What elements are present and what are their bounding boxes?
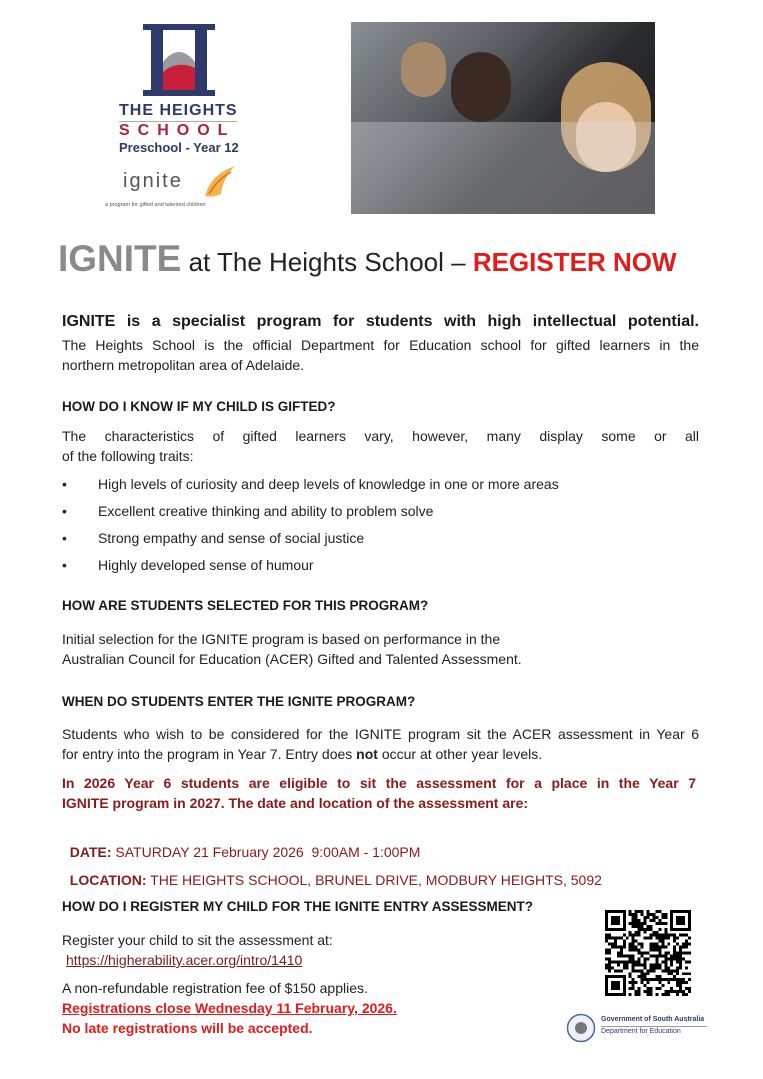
entry-text: for entry into the program in Year 7. Entry does: [62, 746, 357, 762]
list-item: • Excellent creative thinking and ability to problem solve: [62, 501, 702, 528]
gov-line2: Department for Education: [601, 1028, 681, 1035]
gov-divider: [601, 1026, 707, 1027]
list-item: • Strong empathy and sense of social justice: [62, 528, 702, 555]
qr-code-icon[interactable]: [605, 910, 691, 996]
intro-line1: The Heights School is the official Department for Education school for gifted learners in the: [62, 337, 699, 353]
section3-line2: [62, 744, 542, 764]
late-registration-notice: No late registrations will be accepted.: [62, 1020, 313, 1036]
gov-line1: Government of South Australia: [601, 1016, 705, 1023]
government-logo: [566, 1013, 716, 1045]
ignite-wordmark: ignite: [123, 170, 183, 192]
page-title: [58, 238, 677, 280]
section-heading-entry: WHEN DO STUDENTS ENTER THE IGNITE PROGRAM?: [62, 694, 416, 709]
title-school: at The Heights School –: [181, 247, 473, 277]
entry-not: not: [356, 746, 378, 762]
traits-list: [62, 474, 702, 582]
section1-line2: of the following traits:: [62, 448, 194, 464]
list-item: • High levels of curiosity and deep levels of knowledge in one or more areas: [62, 474, 702, 501]
intro-lead: IGNITE is a specialist program for students with high intellectual potential.: [62, 313, 699, 330]
location-value: THE HEIGHTS SCHOOL, BRUNEL DRIVE, MODBURY HEIGHTS, 5092: [146, 872, 602, 888]
section2-line2: Australian Council for Education (ACER) Gifted and Talented Assessment.: [62, 651, 522, 667]
section-heading-gifted: HOW DO I KNOW IF MY CHILD IS GIFTED?: [62, 399, 336, 414]
school-logo: [105, 24, 255, 214]
section-heading-register: HOW DO I REGISTER MY CHILD FOR THE IGNITE ENTRY ASSESSMENT?: [62, 899, 534, 914]
school-name-line1: THE HEIGHTS: [119, 102, 238, 119]
school-name-line3: Preschool - Year 12: [119, 140, 239, 155]
location-label: LOCATION:: [69, 872, 147, 888]
school-name-line2: SCHOOL: [119, 122, 236, 139]
ignite-tagline: a program for gifted and talented children: [105, 202, 206, 208]
heights-h-logo-icon: [143, 24, 215, 96]
section3-line1: Students who wish to be considered for the IGNITE program sit the ACER assessment in Year 6: [62, 726, 699, 742]
notice-line1: In 2026 Year 6 students are eligible to sit the assessment for a place in the Year 7: [62, 775, 696, 791]
assessment-location: [62, 850, 602, 890]
section1-line1: The characteristics of gifted learners vary, however, many display some or all: [62, 428, 699, 444]
entry-text-end: occur at other year levels.: [377, 746, 543, 762]
flame-icon: [201, 164, 237, 200]
registration-close: Registrations close Wednesday 11 February, 2026.: [62, 1000, 397, 1016]
title-register-now: REGISTER NOW: [472, 247, 677, 277]
notice-line2: IGNITE program in 2027. The date and location of the assessment are:: [62, 795, 529, 811]
section-heading-selection: HOW ARE STUDENTS SELECTED FOR THIS PROGRAM?: [62, 598, 429, 613]
registration-link[interactable]: https://higherability.acer.org/intro/1410: [66, 952, 303, 968]
date-value: SATURDAY 21 February 2026 9:00AM - 1:00PM: [111, 844, 421, 860]
section2-line1: Initial selection for the IGNITE program is based on performance in the: [62, 631, 501, 647]
date-label: DATE:: [69, 844, 112, 860]
students-photo: [351, 22, 655, 214]
list-item: • Highly developed sense of humour: [62, 555, 702, 582]
state-crest-icon: [566, 1013, 596, 1043]
registration-fee: A non-refundable registration fee of $150 applies.: [62, 980, 368, 996]
intro-line2: northern metropolitan area of Adelaide.: [62, 357, 305, 373]
register-line1: Register your child to sit the assessment at:: [62, 932, 333, 948]
title-ignite: IGNITE: [58, 238, 182, 279]
